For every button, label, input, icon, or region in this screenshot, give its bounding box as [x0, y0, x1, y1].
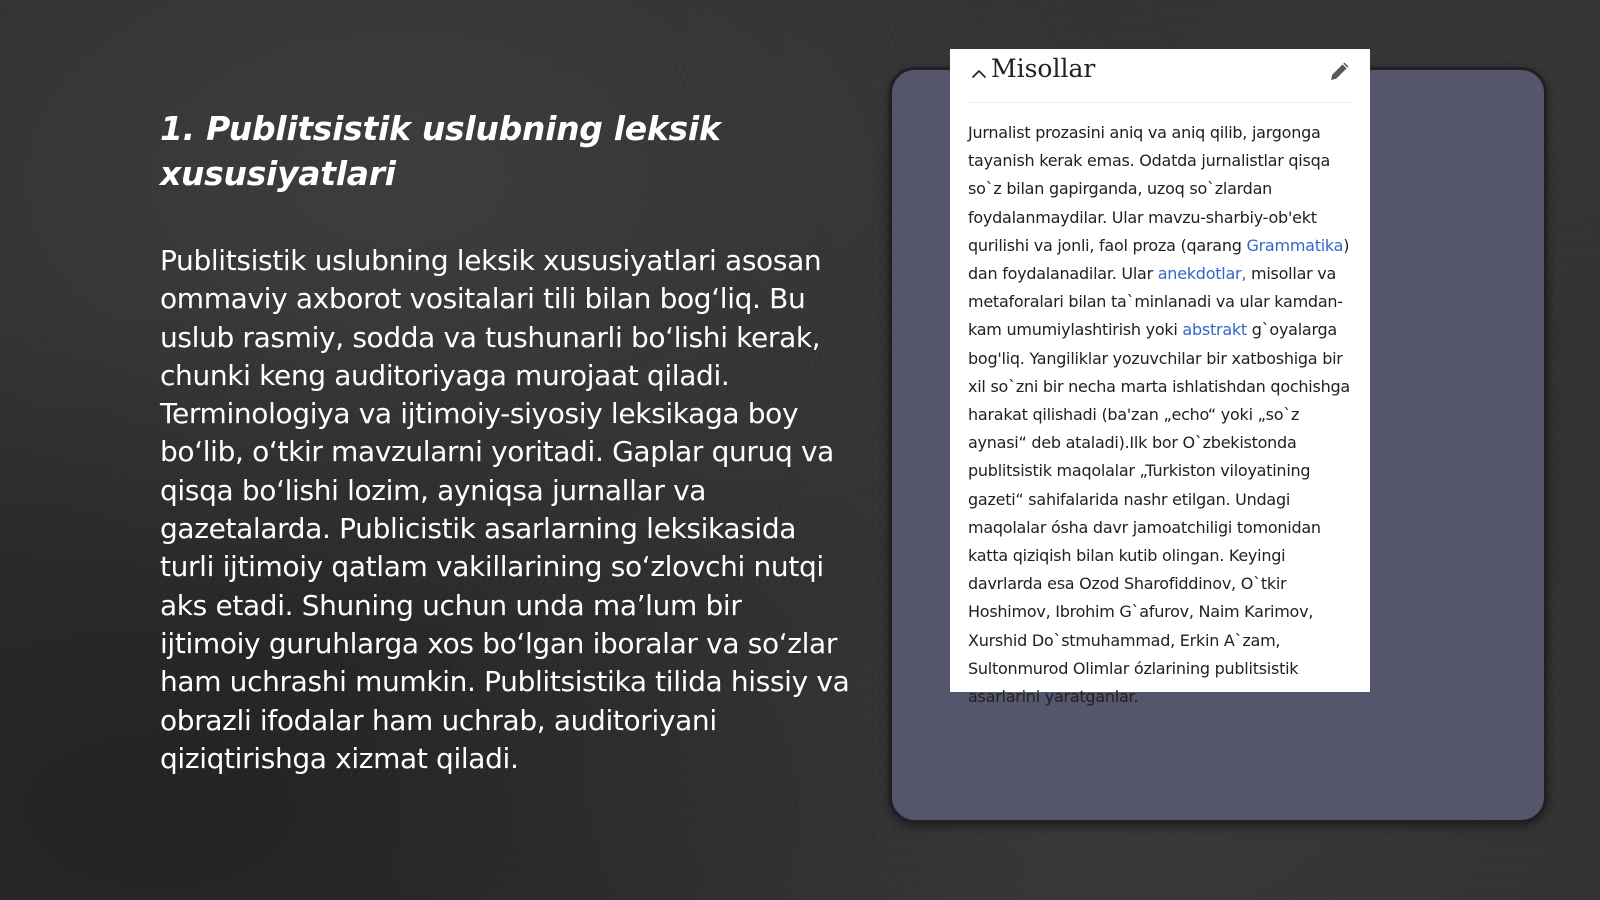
slide-title: 1. Publitsistik uslubning leksik xususiyatlari [160, 109, 721, 193]
card-header [968, 49, 1352, 103]
card-text-segment: g`oyalarga bog'liq. Yangiliklar yozuvchilar bir xatboshiga bir xil so`zni bir necha marta ishlatishdan qochishga harakat qilishadi (ba'zan „echo“ yoki „so`z aynasi“ deb ataladi).Ilk bor O`zbekistonda publitsistik maqolalar „Turkiston viloyatining gazeti“ sahifalarida nashr etilgan. Undagi maqolalar ósha davr jamoatchiligi tomonidan katta qiziqish bilan kutib olingan. Keyingi davrlarda esa Ozod Sharofiddinov, O`tkir Hoshimov, Ibrohim G`afurov, Naim Karimov, Xurshid Do`stmuhammad, Erkin A`zam, Sultonmurod Olimlar ózlarining publitsistik asarlarini yaratganlar. [968, 320, 1350, 707]
link-abstrakt[interactable]: abstrakt [1182, 320, 1247, 340]
slide-body-paragraph: Publitsistik uslubning leksik xususiyatlari asosan ommaviy axborot vositalari tili bilan bog‘liq. Bu uslub rasmiy, sodda va tushunarli bo‘lishi kerak, chunki keng auditoriyaga murojaat qiladi. Terminologiya va ijtimoiy-siyosiy leksikaga boy bo‘lib, o‘tkir mavzularni yoritadi. Gaplar quruq va qisqa bo‘lishi lozim, ayniqsa jurnallar va gazetalarda. Publicistik asarlarning leksikasida turli ijtimoiy qatlam vakillarining so‘zlovchi nutqi aks etadi. Shuning uchun unda ma’lum bir ijtimoiy guruhlarga xos bo‘lgan iboralar va so‘zlar ham uchrashi mumkin. Publitsistika tilida hissiy va obrazli ifodalar ham uchrab, auditoriyani qiziqtirishga xizmat qiladi. [160, 244, 850, 775]
card-title: Misollar [991, 54, 1096, 83]
examples-card [950, 49, 1370, 707]
link-grammatika[interactable]: Grammatika [1246, 235, 1344, 255]
card-body-text [968, 119, 1352, 711]
card-text-segment: ) dan foydalanadilar. Ular [968, 235, 1350, 284]
link-anekdotlar[interactable]: anekdotlar, [1157, 264, 1247, 284]
chevron-up-icon [971, 66, 987, 82]
card-text-segment: Jurnalist prozasini aniq va aniq qilib, jargonga tayanish kerak emas. Odatda jurnalistlar qisqa so`z bilan gapirganda, uzoq so`zlardan foydalanmaydilar. Ular mavzu-sharbiy-ob'ekt qurilishi va jonli, faol proza (qarang [968, 123, 1331, 255]
card-text-segment: misollar va metaforalari bilan ta`minlanadi va ular kamdan-kam umumiylashtirish yoki [968, 264, 1343, 340]
slide-text-block [160, 106, 850, 778]
pencil-icon[interactable] [1328, 59, 1352, 83]
